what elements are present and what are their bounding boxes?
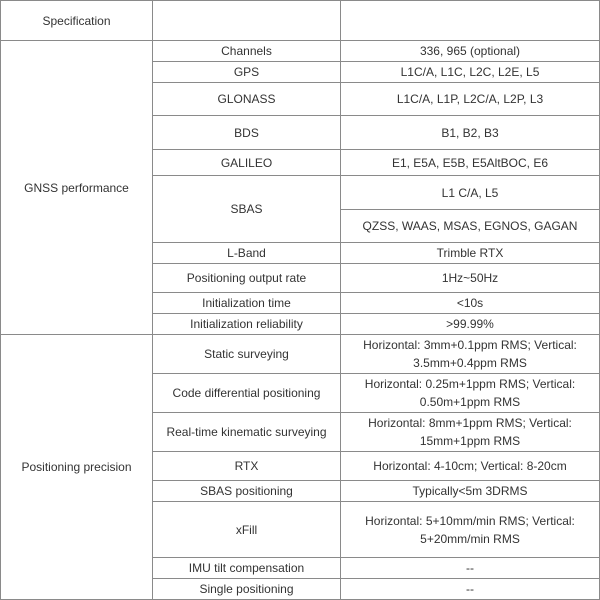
row-label-sbas-positioning: SBAS positioning [153, 481, 341, 502]
row-label-channels: Channels [153, 41, 341, 62]
row-value-lband: Trimble RTX [341, 243, 600, 264]
row-value-rtk: Horizontal: 8mm+1ppm RMS; Vertical: 15mm+1ppm RMS [341, 413, 600, 452]
row-value-sbas-positioning: Typically<5m 3DRMS [341, 481, 600, 502]
row-label-glonass: GLONASS [153, 83, 341, 116]
header-label-cell: Specification [1, 1, 153, 41]
header-col3-cell [341, 1, 600, 41]
group-positioning-precision: Positioning precision [1, 335, 153, 600]
row-value-init-reliability: >99.99% [341, 314, 600, 335]
row-value-imu: -- [341, 558, 600, 579]
row-label-code-diff: Code differential positioning [153, 374, 341, 413]
row-value-code-diff: Horizontal: 0.25m+1ppm RMS; Vertical: 0.50m+1ppm RMS [341, 374, 600, 413]
row-label-galileo: GALILEO [153, 150, 341, 176]
row-value-single: -- [341, 579, 600, 600]
row-value-static: Horizontal: 3mm+0.1ppm RMS; Vertical: 3.5mm+0.4ppm RMS [341, 335, 600, 374]
row-label-sbas: SBAS [153, 176, 341, 243]
table-row [1, 335, 600, 374]
row-label-init-time: Initialization time [153, 293, 341, 314]
row-label-bds: BDS [153, 116, 341, 150]
row-value-bds: B1, B2, B3 [341, 116, 600, 150]
row-value-glonass: L1C/A, L1P, L2C/A, L2P, L3 [341, 83, 600, 116]
row-label-init-reliability: Initialization reliability [153, 314, 341, 335]
row-label-single: Single positioning [153, 579, 341, 600]
row-label-xfill: xFill [153, 502, 341, 558]
row-label-static: Static surveying [153, 335, 341, 374]
table-row [1, 41, 600, 62]
row-value-init-time: <10s [341, 293, 600, 314]
row-label-output-rate: Positioning output rate [153, 264, 341, 293]
row-label-rtk: Real-time kinematic surveying [153, 413, 341, 452]
row-value-rtx: Horizontal: 4-10cm; Vertical: 8-20cm [341, 452, 600, 481]
row-value-output-rate: 1Hz~50Hz [341, 264, 600, 293]
row-label-lband: L-Band [153, 243, 341, 264]
row-label-gps: GPS [153, 62, 341, 83]
row-label-imu: IMU tilt compensation [153, 558, 341, 579]
row-value-xfill: Horizontal: 5+10mm/min RMS; Vertical: 5+20mm/min RMS [341, 502, 600, 558]
row-value-galileo: E1, E5A, E5B, E5AltBOC, E6 [341, 150, 600, 176]
row-value-gps: L1C/A, L1C, L2C, L2E, L5 [341, 62, 600, 83]
header-row [1, 1, 600, 41]
group-gnss-performance: GNSS performance [1, 41, 153, 335]
header-col2-cell [153, 1, 341, 41]
row-value-sbas-signals: L1 C/A, L5 [341, 176, 600, 210]
row-value-sbas-systems: QZSS, WAAS, MSAS, EGNOS, GAGAN [341, 210, 600, 243]
row-value-channels: 336, 965 (optional) [341, 41, 600, 62]
row-label-rtx: RTX [153, 452, 341, 481]
